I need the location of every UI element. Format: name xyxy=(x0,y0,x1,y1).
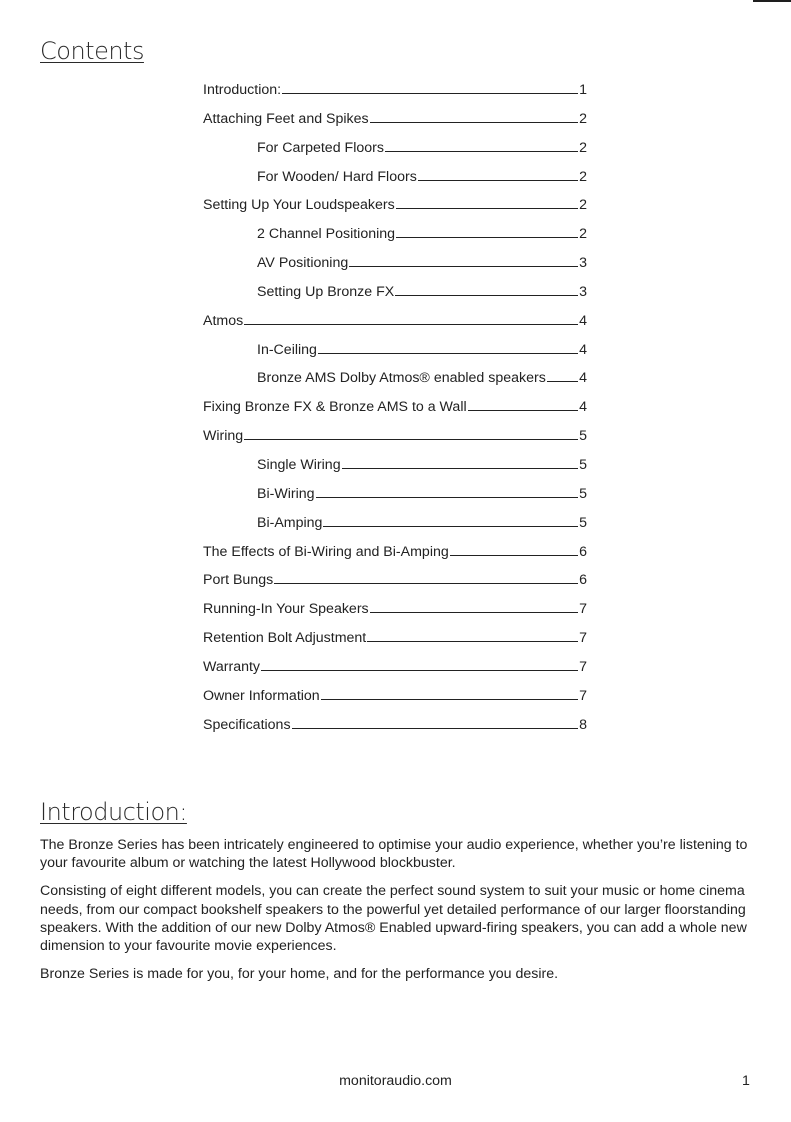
toc-entry-page: 2 xyxy=(579,139,587,156)
toc-leader-line xyxy=(370,612,578,613)
introduction-paragraph: Consisting of eight different models, you can create the perfect sound system to suit your music or home cinema needs, from our compact bookshelf speakers to the powerful yet detailed performance of our larger floorstanding speakers. With the addition of our new Dolby Atmos® Enabled upward-firing speakers, you can add a whole new dimension to your favourite movie experiences. xyxy=(40,883,747,955)
toc-entry-label: Single Wiring xyxy=(257,456,341,473)
toc-entry-page: 5 xyxy=(579,456,587,473)
toc-leader-line xyxy=(396,237,578,238)
toc-entry-label: AV Positioning xyxy=(257,255,349,272)
toc-leader-line xyxy=(321,699,578,700)
toc-entry[interactable] xyxy=(203,630,587,659)
footer-website[interactable]: monitoraudio.com xyxy=(339,1073,452,1089)
toc-entry-label: In-Ceiling xyxy=(257,341,317,358)
toc-leader-line xyxy=(316,497,579,498)
toc-leader-line xyxy=(396,208,578,209)
toc-entry[interactable] xyxy=(203,544,587,573)
toc-leader-line xyxy=(370,122,578,123)
toc-entry[interactable] xyxy=(203,111,587,140)
toc-leader-line xyxy=(261,670,578,671)
toc-entry[interactable] xyxy=(203,370,587,399)
toc-entry[interactable] xyxy=(203,572,587,601)
toc-entry-label: Atmos xyxy=(203,312,244,329)
top-edge-rule xyxy=(753,0,791,2)
toc-entry-page: 2 xyxy=(579,226,587,243)
introduction-body xyxy=(40,836,756,993)
toc-leader-line xyxy=(385,151,578,152)
introduction-paragraph: The Bronze Series has been intricately engineered to optimise your audio experience, whether you’re listening to your favourite album or watching the latest Hollywood blockbuster. xyxy=(40,837,748,872)
toc-entry[interactable] xyxy=(203,515,587,544)
toc-entry[interactable] xyxy=(203,140,587,169)
toc-entry[interactable] xyxy=(203,226,587,255)
toc-entry-page: 4 xyxy=(579,370,587,387)
toc-entry[interactable] xyxy=(203,688,587,717)
toc-entry-label: Introduction: xyxy=(203,82,282,98)
toc-leader-line xyxy=(395,295,578,296)
toc-leader-line xyxy=(418,180,578,181)
toc-entry-page: 7 xyxy=(579,630,587,647)
toc-entry-page: 7 xyxy=(579,601,587,618)
toc-entry-page: 8 xyxy=(579,716,587,733)
toc-entry-label: Setting Up Your Loudspeakers xyxy=(203,197,395,214)
toc-entry[interactable] xyxy=(203,717,587,746)
toc-entry-page: 7 xyxy=(579,687,587,704)
toc-entry[interactable] xyxy=(203,82,587,111)
toc-entry-page: 6 xyxy=(579,543,587,560)
toc-leader-line xyxy=(274,583,578,584)
toc-entry-label: Wiring xyxy=(203,428,244,445)
toc-entry[interactable] xyxy=(203,169,587,198)
toc-leader-line xyxy=(468,410,578,411)
toc-entry-label: Running-In Your Speakers xyxy=(203,601,369,618)
toc-entry-page: 2 xyxy=(579,197,587,214)
table-of-contents xyxy=(203,82,587,745)
toc-entry-page: 2 xyxy=(579,168,587,185)
toc-leader-line xyxy=(282,93,578,94)
toc-entry-label: Fixing Bronze FX & Bronze AMS to a Wall xyxy=(203,399,467,416)
toc-entry[interactable] xyxy=(203,313,587,342)
toc-entry[interactable] xyxy=(203,399,587,428)
toc-entry-page: 4 xyxy=(579,341,587,358)
toc-entry-label: The Effects of Bi-Wiring and Bi-Amping xyxy=(203,543,449,560)
toc-leader-line xyxy=(367,641,578,642)
toc-entry[interactable] xyxy=(203,255,587,284)
toc-leader-line xyxy=(318,353,578,354)
toc-entry-label: Port Bungs xyxy=(203,572,274,589)
toc-entry-page: 2 xyxy=(579,110,587,127)
introduction-paragraph: Bronze Series is made for you, for your home, and for the performance you desire. xyxy=(40,966,559,983)
contents-heading: Contents xyxy=(40,37,144,65)
toc-entry-label: For Carpeted Floors xyxy=(257,139,384,156)
toc-entry-page: 5 xyxy=(579,428,587,445)
toc-leader-line xyxy=(349,266,578,267)
toc-entry-label: Warranty xyxy=(203,658,261,675)
toc-entry-label: Bronze AMS Dolby Atmos® enabled speakers xyxy=(257,370,546,387)
toc-entry-label: Bi-Wiring xyxy=(257,485,315,502)
toc-entry-page: 7 xyxy=(579,658,587,675)
toc-entry-page: 1 xyxy=(579,82,587,98)
toc-entry-label: Setting Up Bronze FX xyxy=(257,283,395,300)
toc-entry-label: Bi-Amping xyxy=(257,514,323,531)
toc-entry[interactable] xyxy=(203,284,587,313)
toc-leader-line xyxy=(323,526,578,527)
toc-entry[interactable] xyxy=(203,197,587,226)
toc-entry-page: 4 xyxy=(579,399,587,416)
toc-leader-line xyxy=(244,439,578,440)
toc-entry-label: Owner Information xyxy=(203,687,320,704)
toc-entry[interactable] xyxy=(203,601,587,630)
introduction-heading: Introduction: xyxy=(40,798,187,826)
toc-entry[interactable] xyxy=(203,342,587,371)
toc-entry[interactable] xyxy=(203,428,587,457)
toc-leader-line xyxy=(342,468,579,469)
toc-leader-line xyxy=(547,381,578,382)
toc-leader-line xyxy=(244,324,578,325)
toc-entry[interactable] xyxy=(203,486,587,515)
toc-entry-page: 5 xyxy=(579,485,587,502)
toc-entry-page: 4 xyxy=(579,312,587,329)
toc-leader-line xyxy=(292,728,579,729)
toc-entry-label: For Wooden/ Hard Floors xyxy=(257,168,417,185)
toc-entry-label: Attaching Feet and Spikes xyxy=(203,110,369,127)
toc-entry-label: Retention Bolt Adjustment xyxy=(203,630,367,647)
toc-leader-line xyxy=(450,555,578,556)
toc-entry[interactable] xyxy=(203,659,587,688)
toc-entry-label: 2 Channel Positioning xyxy=(257,226,396,243)
footer-page-number: 1 xyxy=(742,1073,750,1089)
toc-entry-page: 3 xyxy=(579,283,587,300)
toc-entry[interactable] xyxy=(203,457,587,486)
toc-entry-page: 3 xyxy=(579,255,587,272)
toc-entry-label: Specifications xyxy=(203,716,291,733)
toc-entry-page: 6 xyxy=(579,572,587,589)
toc-entry-page: 5 xyxy=(579,514,587,531)
